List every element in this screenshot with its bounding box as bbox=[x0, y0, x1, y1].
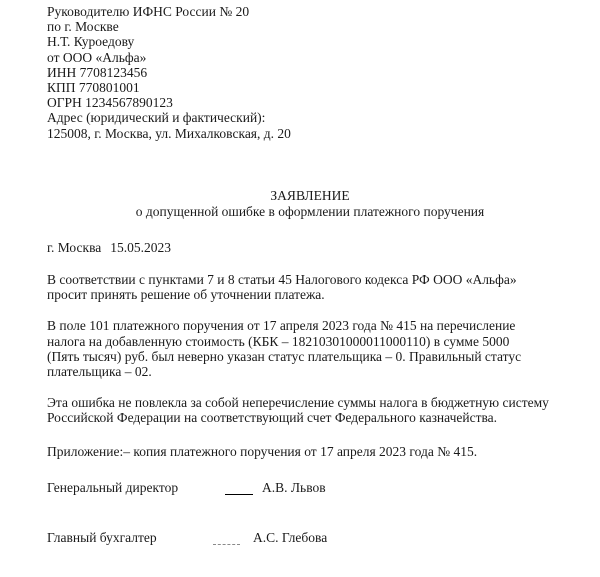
date-label: 15.05.2023 bbox=[110, 239, 172, 255]
recipient-line: ОГРН 1234567890123 bbox=[47, 95, 173, 111]
attachment-line: Приложение:– копия платежного поручения от 17 апреля 2023 года № 415. bbox=[47, 443, 478, 459]
signature-role: Главный бухгалтер bbox=[47, 530, 157, 546]
place-label: г. Москва bbox=[47, 239, 102, 255]
paragraph-line: В соответствии с пунктами 7 и 8 статьи 45 Налогового кодекса РФ ООО «Альфа» bbox=[47, 272, 517, 288]
document-title: ЗАЯВЛЕНИЕ bbox=[270, 187, 350, 203]
signature-name: А.В. Львов bbox=[262, 479, 326, 495]
signature-role: Генеральный директор bbox=[47, 479, 179, 495]
title-block bbox=[47, 188, 573, 221]
paragraph-line: Эта ошибка не повлекла за собой неперечисление суммы налога в бюджетную систему bbox=[47, 395, 549, 411]
paragraph-line: (Пять тысяч) руб. был неверно указан статус плательщика – 0. Правильный статус bbox=[47, 348, 522, 364]
recipient-line: Н.Т. Куроедову bbox=[47, 34, 135, 50]
recipient-line: Адрес (юридический и фактический): bbox=[47, 110, 266, 126]
place-date-line bbox=[47, 240, 573, 255]
signature-row-accountant bbox=[47, 530, 573, 545]
recipient-line: от ООО «Альфа» bbox=[47, 49, 147, 65]
signature-name: А.С. Глебова bbox=[253, 530, 328, 546]
recipient-line: 125008, г. Москва, ул. Михалковская, д. 20 bbox=[47, 125, 291, 141]
paragraph-line: просит принять решение об уточнении платежа. bbox=[47, 287, 325, 303]
signature-line bbox=[213, 543, 240, 545]
signature-line bbox=[225, 493, 253, 495]
body-paragraph bbox=[47, 395, 573, 425]
body-paragraph bbox=[47, 272, 573, 302]
body-paragraph bbox=[47, 318, 573, 379]
recipient-line: КПП 770801001 bbox=[47, 80, 140, 96]
recipient-line: ИНН 7708123456 bbox=[47, 64, 148, 80]
recipient-block bbox=[47, 4, 573, 141]
recipient-line: по г. Москве bbox=[47, 19, 119, 35]
document-subtitle: о допущенной ошибке в оформлении платежного поручения bbox=[135, 204, 485, 220]
signature-row-director bbox=[47, 480, 573, 495]
paragraph-line: налога на добавленную стоимость (КБК – 18210301000011000110) в сумме 5000 bbox=[47, 333, 510, 349]
paragraph-line: В поле 101 платежного поручения от 17 апреля 2023 года № 415 на перечисление bbox=[47, 318, 516, 334]
paragraph-line: плательщика – 02. bbox=[47, 364, 152, 380]
paragraph-line: Российской Федерации на соответствующий счет Федерального казначейства. bbox=[47, 410, 498, 426]
recipient-line: Руководителю ИФНС России № 20 bbox=[47, 4, 250, 19]
